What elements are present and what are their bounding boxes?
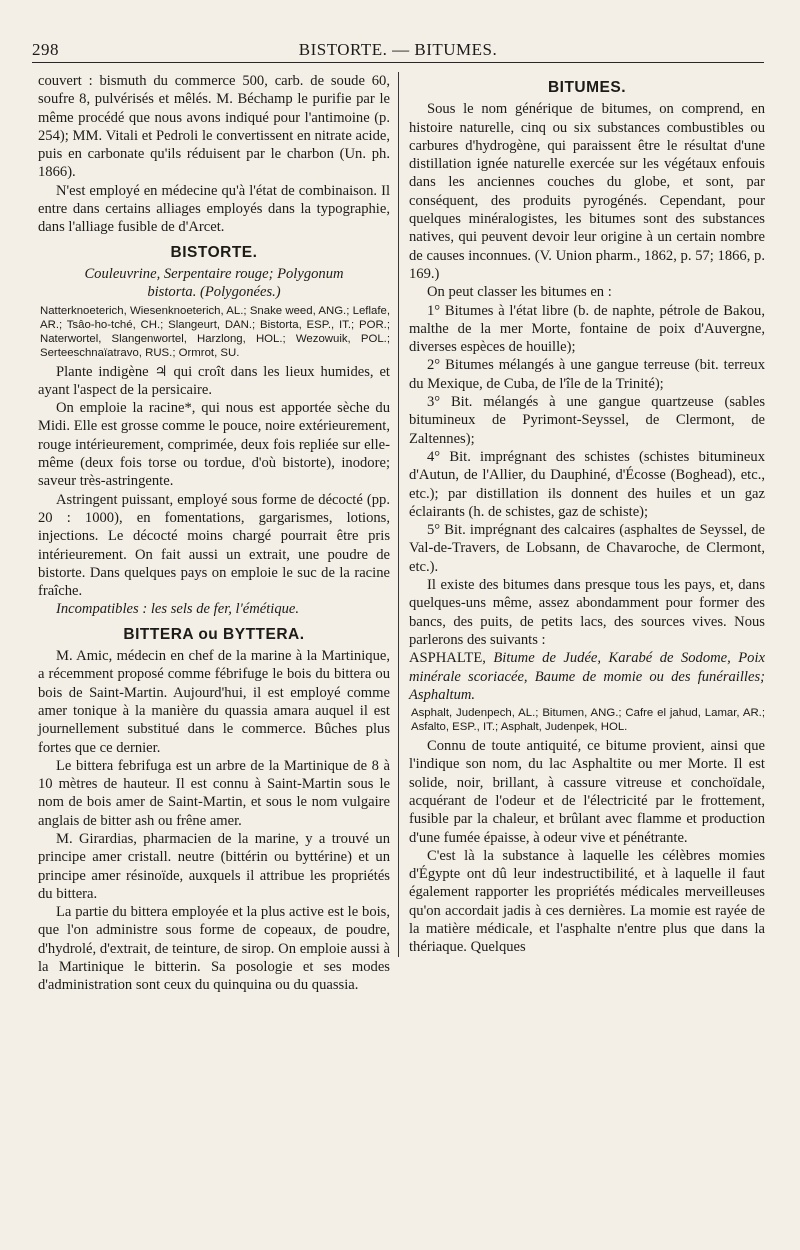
bitumes-paragraph-2: On peut classer les bitumes en : [427, 284, 612, 301]
bitumes-paragraph-3: Il existe des bitumes dans presque tous les pays, et, dans quelques-uns même, assez abondamment pour former des bancs, des puits, de petits lacs, des sources vives. Nous parlerons des suivants : [409, 577, 765, 648]
asphalte-foreign-names: Asphalt, Judenpech, AL.; Bitumen, ANG.; Cafre el jahud, Lamar, AR.; Asfalto, ESP., IT.; Asphalt, Judenpek, HOL. [411, 707, 765, 734]
bistorte-foreign-names: Natterknoeterich, Wiesenknoeterich, AL.; Snake weed, ANG.; Leflafe, AR.; Tsâo-ho-tché, CH.; Slangeurt, DAN.; Bistorta, ESP., IT.; POR.; Naterwortel, Slangenwortel, Harzlong, HOL.; Wezowuik, POL.; Serteeschnaïatravo, RUS.; Ormrot, SU. [40, 304, 390, 359]
list-item: 1° Bitumes à l'état libre (b. de naphte, pétrole de Bakou, malthe de la mer Morte, fontaine de poix d'Auvergne, diverses espèces de houille); [409, 302, 765, 356]
bistorte-paragraph-1: Plante indigène ♃ qui croît dans les lieux humides, et ayant l'aspect de la persicaire. [38, 363, 390, 398]
bistorte-paragraph-3: Astringent puissant, employé sous forme de décocté (pp. 20 : 1000), en fomentations, gargarismes, lotions, injections. Le décocté moins chargé pourrait être pris intérieurement. On fait aussi un extrait, une poudre de bistorte. Dans quelques pays on emploie le suc de la racine fraîche. [38, 491, 390, 600]
page-header [32, 38, 764, 63]
page-number: 298 [32, 40, 59, 59]
bistorte-synonyms [38, 265, 390, 302]
list-item: 5° Bit. imprégnant des calcaires (asphaltes de Seyssel, de Val-de-Travers, de Lobsann, de Chavaroche, de Clermont, etc.). [409, 522, 765, 575]
left-column [38, 72, 390, 995]
asphalte-paragraph-1: Connu de toute antiquité, ce bitume provient, ainsi que l'indique son nom, du lac Asphaltite ou mer Morte. Il est solide, noir, brillant, à cassure vitreuse et conchoïdale, acquérant de l'odeur et de l'électricité par le frottement, fusible par la chaleur, et brûlant avec flamme et production d'une fumée épaisse, à odeur vive et pénétrante. [409, 738, 765, 846]
bistorte-synonyms-line1: Couleuvrine, Serpentaire rouge; Polygonum [84, 265, 344, 282]
bittera-paragraph-1: M. Amic, médecin en chef de la marine à la Martinique, a récemment proposé comme fébrifuge le bois du bittera ou bois de Saint-Martin. Aujourd'hui, il est employé comme amer tonique à la manière du quassia amara auquel il est journellement substitué dans le commerce. Bûches plus fortes que ce dernier. [38, 648, 390, 756]
bittera-heading: BITTERA ou BYTTERA. [123, 625, 305, 643]
list-item: 2° Bitumes mélangés à une gangue terreuse (bit. terreux du Mexique, de Cuba, de l'île de la Trinité); [409, 357, 765, 392]
bistorte-incompatibles: Incompatibles : les sels de fer, l'émétique. [56, 601, 300, 618]
bitumes-classification-list [409, 302, 765, 576]
asphalte-synonyms: Bitume de Judée, Karabé de Sodome, Poix minérale scoriacée, Baume de momie ou des funérailles; Asphaltum. [409, 650, 765, 703]
asphalte-lead: ASPHALTE, [409, 650, 486, 667]
bittera-paragraph-4: La partie du bittera employée et la plus active est le bois, que l'on administre sous forme de copeaux, de poudre, d'hydrolé, d'extrait, de teinture, de sirop. On emploie aussi à la Martinique le bitterin. Sa posologie et ses modes d'administration sont ceux du quinquina ou du quassia. [38, 904, 390, 994]
usage-paragraph: N'est employé en médecine qu'à l'état de combinaison. Il entre dans certains alliages employés dans la typographie, dans l'alliage fusible de d'Arcet. [38, 182, 390, 236]
bitumes-paragraph-1: Sous le nom générique de bitumes, on comprend, en histoire naturelle, cinq ou six substances combustibles ou carbures d'hydrogène, qui paraissent être le résultat d'une distillation ignée naturelle exercée sur les végétaux enfouis dans les anciennes couches du globe, et sont, par conséquent, des produits pyrogénés. Cependant, pour quelques minéralogistes, les bitumes sont des substances natives, qui peuvent devoir leur origine à un certain nombre de causes inconnues. (V. Union pharm., 1862, p. 57; 1866, p. 169.) [409, 101, 765, 282]
bitumes-heading: BITUMES. [547, 79, 627, 96]
intro-paragraph: couvert : bismuth du commerce 500, carb. de soude 60, soufre 8, pulvérisés et mêlés. M. Béchamp le purifie par le même procédé que nous avons indiqué pour l'antimoine (p. 254); MM. Vitali et Pedroli le convertissent en nitrate acide, puis en carbonate qu'ils réduisent par le charbon (Un. ph. 1866). [38, 73, 390, 181]
asphalte-entry [409, 649, 765, 704]
running-title: BISTORTE. — BITUMES. [298, 40, 498, 59]
asphalte-paragraph-2: C'est là la substance à laquelle les célèbres momies d'Égypte ont dû leur indestructibilité, et à laquelle il faut également rapporter les propriétés médicales merveilleuses qu'on accordait jadis à ces dernières. La momie est rayée de la matière médicale, et l'asphalte n'entre plus que dans la thériaque. Quelques [409, 847, 765, 956]
bistorte-heading: BISTORTE. [170, 243, 258, 261]
list-item: 3° Bit. mélangés à une gangue quartzeuse (sables bitumineux de Pyrimont-Seyssel, de Clermont, de Zaltennes); [409, 394, 765, 447]
bittera-paragraph-2: Le bittera febrifuga est un arbre de la Martinique de 8 à 10 mètres de hauteur. Il est connu à Saint-Martin sous le nom de bois amer de Saint-Martin, et sous le nom vulgaire anglais de bitter ash ou frêne amer. [38, 757, 390, 829]
bittera-paragraph-3: M. Girardias, pharmacien de la marine, y a trouvé un principe amer cristall. neutre (bittérin ou byttérine) et un principe amer résinoïde, auxquels il attribue les propriétés du bittera. [38, 830, 390, 902]
bistorte-paragraph-2: On emploie la racine*, qui nous est apportée sèche du Midi. Elle est grosse comme le pouce, noire extérieurement, rouge intérieurement, comprimée, deux fois repliée sur elle-même (deux fois torse ou tordue, d'où bistorte), inodore; saveur très-astringente. [38, 400, 390, 490]
right-column [398, 72, 765, 957]
bistorte-synonyms-line2: bistorta. (Polygonées.) [147, 284, 281, 301]
list-item: 4° Bit. imprégnant des schistes (schistes bitumineux d'Autun, de l'Allier, du Dauphiné, d'Écosse (Boghead), etc., etc.); par distillation ils donnent des huiles et un gaz éclairants (h. de schistes, gaz de schiste); [409, 448, 765, 520]
